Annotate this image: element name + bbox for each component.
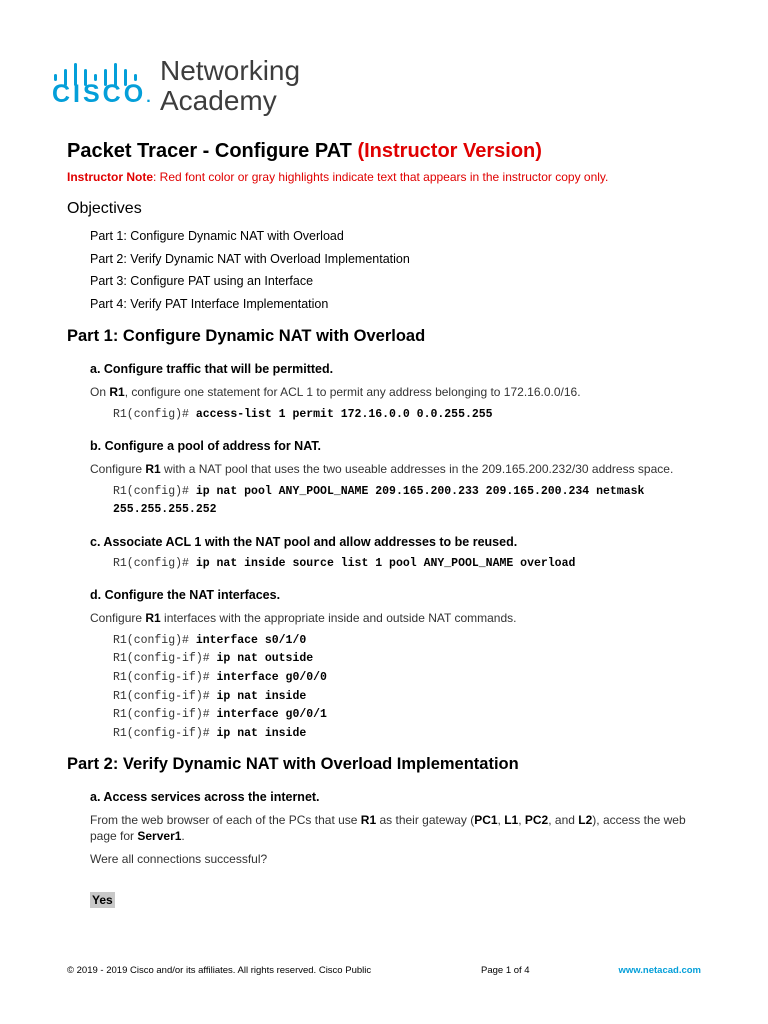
code-line: R1(config)# ip nat pool ANY_POOL_NAME 209.165.200.233 209.165.200.234 netmask 255.255.255.252 [113,484,645,517]
code-block [113,632,707,744]
code-line: R1(config-if)# interface g0/0/0 [113,671,327,685]
step-2a-text: From the web browser of each of the PCs that use R1 as their gateway (PC1, L1, PC2, and L2), access the web page for Server1. [90,813,686,843]
copyright-text: © 2019 - 2019 Cisco and/or its affiliates. All rights reserved. Cisco Public [67,965,372,976]
objective-item: Part 4: Verify PAT Interface Implementation [90,296,329,311]
step-2a: a. Access services across the internet. [90,790,320,805]
document-body [67,138,707,909]
question-text: Were all connections successful? [90,852,268,867]
answer-highlight: Yes [92,892,113,907]
step-1c: c. Associate ACL 1 with the NAT pool and allow addresses to be reused. [90,534,518,549]
code-line: R1(config-if)# ip nat outside [113,652,314,666]
code-line: R1(config)# interface s0/1/0 [113,633,307,647]
step-1a: a. Configure traffic that will be permitted. [90,362,334,376]
instructor-note: Instructor Note: Red font color or gray highlights indicate text that appears in the instructor copy only. [67,170,609,184]
step-1d: d. Configure the NAT interfaces. [90,588,281,603]
netacad-link[interactable]: www.netacad.com [618,965,701,976]
logo-academy: Academy [160,85,277,116]
part1-heading: Part 1: Configure Dynamic NAT with Overload [67,327,426,345]
step-1b: b. Configure a pool of address for NAT. [90,439,322,454]
code-line: R1(config)# access-list 1 permit 172.16.0.0 0.0.255.255 [113,407,493,421]
code-line: R1(config-if)# ip nat inside [113,689,307,703]
step-1d-text: Configure R1 interfaces with the appropriate inside and outside NAT commands. [90,611,517,626]
objectives-list [90,225,707,315]
cisco-logo [52,56,312,118]
page-number: Page 1 of 4 [481,965,530,976]
objective-item: Part 1: Configure Dynamic NAT with Overload [90,229,344,243]
code-line: R1(config-if)# ip nat inside [113,726,307,740]
code-line: R1(config-if)# interface g0/0/1 [113,708,327,722]
cisco-wordmark: CISCO. [52,80,154,108]
instructor-version-label: (Instructor Version) [357,140,542,162]
page-title: Packet Tracer - Configure PAT (Instructor Version) [67,140,542,162]
objectives-heading: Objectives [67,200,142,217]
code-line: R1(config)# ip nat inside source list 1 pool ANY_POOL_NAME overload [113,556,576,570]
objective-item: Part 2: Verify Dynamic NAT with Overload Implementation [90,251,410,266]
logo-networking: Networking [160,55,301,86]
step-1b-text: Configure R1 with a NAT pool that uses the two useable addresses in the 209.165.200.232/30 address space. [90,462,674,477]
objective-item: Part 3: Configure PAT using an Interface [90,274,314,288]
step-1a-text: On R1, configure one statement for ACL 1 to permit any address belonging to 172.16.0.0/16. [90,385,581,399]
part2-heading: Part 2: Verify Dynamic NAT with Overload Implementation [67,755,519,774]
